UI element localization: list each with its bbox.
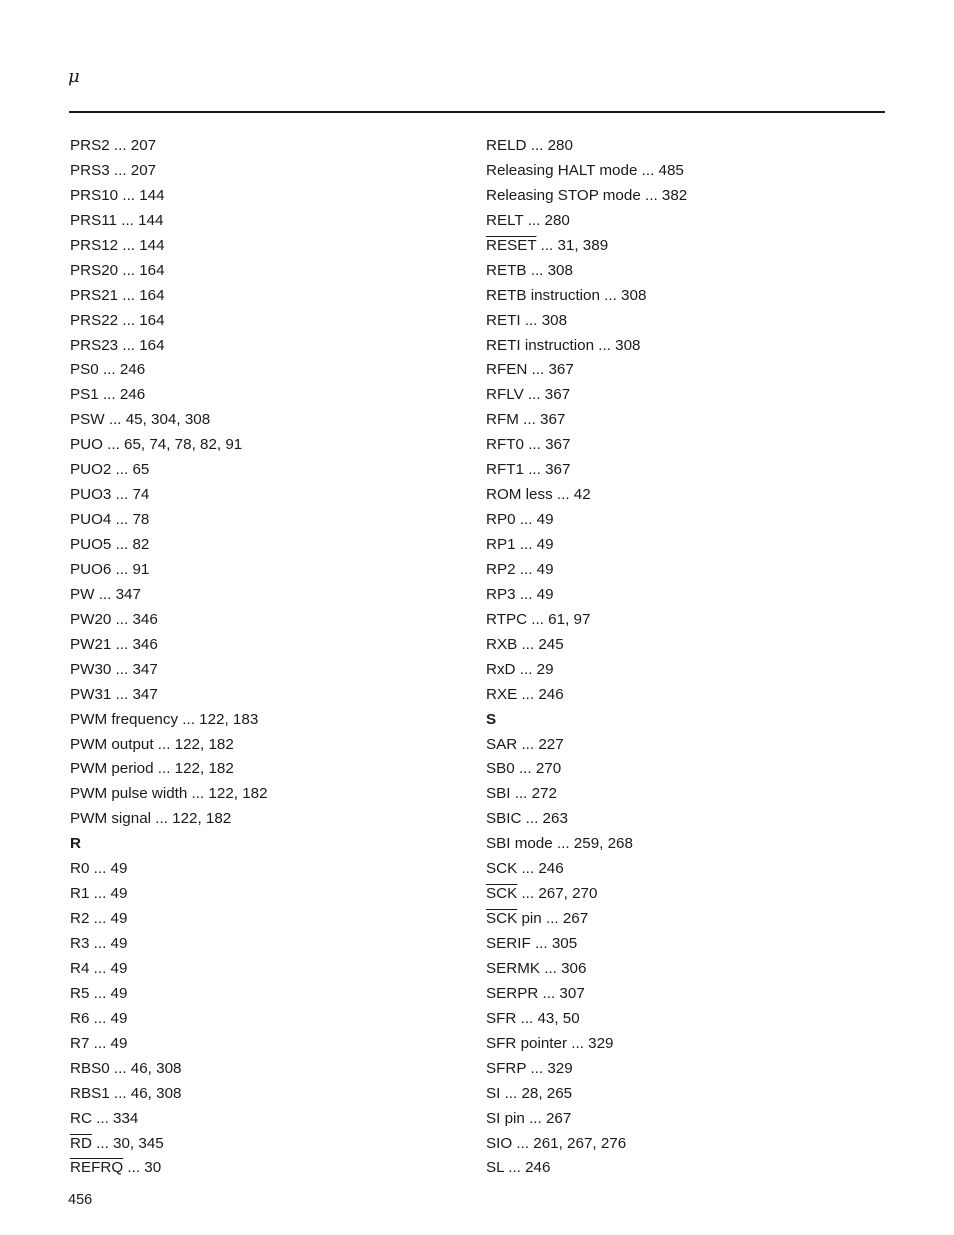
index-entry (70, 984, 268, 1009)
index-column-right (486, 136, 687, 1183)
index-page-refs: ... 329 (567, 1034, 614, 1052)
index-entry (486, 859, 687, 884)
index-term: PW (70, 585, 95, 603)
index-entry (486, 535, 687, 560)
index-term: R (70, 835, 81, 853)
index-page-refs: ... 144 (117, 211, 164, 229)
index-page-refs: ... 49 (89, 959, 128, 977)
index-entry (486, 186, 687, 211)
index-term: PW30 (70, 660, 112, 678)
index-entry (486, 585, 687, 610)
index-term: R6 (70, 1009, 90, 1027)
index-entry (70, 535, 268, 560)
index-term: PRS11 (70, 211, 117, 229)
index-entry (486, 909, 687, 934)
index-term: S (486, 710, 497, 728)
index-page-refs: ... 49 (515, 511, 554, 529)
index-term: SBI mode (486, 835, 553, 853)
index-entry (70, 136, 268, 161)
index-entry (486, 809, 687, 834)
index-entry (486, 1034, 687, 1059)
index-term: PW21 (70, 635, 112, 653)
index-page-refs: ... 30, 345 (91, 1134, 164, 1152)
index-page-refs: ... 346 (111, 610, 158, 628)
index-term: RP0 (486, 511, 516, 529)
index-entry (70, 1059, 268, 1084)
index-page-refs: ... 45, 304, 308 (104, 411, 211, 429)
index-entry (70, 809, 268, 834)
index-entry (486, 984, 687, 1009)
index-page-refs: ... 263 (521, 810, 568, 828)
index-term: PSW (70, 411, 105, 429)
index-page-refs: ... 91 (111, 560, 150, 578)
index-entry (486, 560, 687, 585)
index-entry (70, 311, 268, 336)
index-page-refs: ... 306 (540, 959, 587, 977)
index-term: R5 (70, 984, 90, 1002)
index-section-heading (70, 834, 268, 859)
index-entry (486, 735, 687, 760)
index-entry (70, 635, 268, 660)
index-term: RBS0 (70, 1059, 110, 1077)
index-page-refs: ... 272 (510, 785, 557, 803)
index-page-refs: ... 31, 389 (536, 236, 609, 254)
index-term: PS1 (70, 386, 99, 404)
index-term: REFRQ (70, 1159, 124, 1177)
index-page-refs: ... 43, 50 (516, 1009, 580, 1027)
index-term: SERMK (486, 959, 541, 977)
index-page-refs: ... 49 (89, 910, 128, 928)
index-entry (486, 660, 687, 685)
index-entry (486, 784, 687, 809)
index-entry (70, 1134, 268, 1159)
index-term: RP2 (486, 560, 516, 578)
index-term: PRS12 (70, 236, 119, 254)
index-term: PWM signal (70, 810, 152, 828)
index-entry (70, 410, 268, 435)
index-entry (486, 1109, 687, 1134)
index-term: R2 (70, 910, 90, 928)
index-term: R0 (70, 860, 90, 878)
index-page-refs: ... 78 (111, 511, 150, 529)
index-page-refs: ... 49 (515, 585, 554, 603)
header-mark: μ (68, 66, 80, 87)
index-page-refs: ... 334 (91, 1109, 139, 1127)
index-page-refs: ... 144 (118, 236, 165, 254)
index-term: Releasing HALT mode (486, 161, 638, 179)
index-page-refs: ... 122, 182 (153, 735, 234, 753)
index-section-heading (486, 710, 687, 735)
index-page-refs: ... 367 (523, 386, 571, 404)
index-entry (486, 1059, 687, 1084)
index-term: ROM less (486, 486, 553, 504)
index-page-refs: ... 207 (109, 137, 157, 154)
index-entry (70, 460, 268, 485)
index-page-refs: ... 227 (517, 735, 564, 753)
index-term: RETB (486, 261, 527, 279)
index-entry (486, 1134, 687, 1159)
index-page-refs: ... 144 (118, 186, 165, 204)
index-term: SBI (486, 785, 511, 803)
index-entry (70, 685, 268, 710)
page-number: 456 (68, 1192, 93, 1208)
index-page-refs: ... 61, 97 (527, 610, 591, 628)
index-entry (486, 236, 687, 261)
index-entry (70, 211, 268, 236)
index-entry (70, 784, 268, 809)
index-entry (486, 884, 687, 909)
index-term: PRS21 (70, 286, 119, 304)
index-page-refs: ... 329 (526, 1059, 573, 1077)
index-term: PRS10 (70, 186, 119, 204)
index-page-refs: ... 65 (111, 461, 150, 479)
index-entry (486, 410, 687, 435)
index-entry (486, 360, 687, 385)
index-term: RFEN (486, 361, 528, 379)
index-page-refs: ... 49 (89, 885, 128, 903)
index-entry (70, 1158, 268, 1183)
index-entry (486, 485, 687, 510)
index-entry (70, 1084, 268, 1109)
index-entry (486, 610, 687, 635)
index-page-refs: ... 382 (640, 186, 688, 204)
index-page-refs: ... 307 (538, 984, 585, 1002)
index-entry (70, 884, 268, 909)
index-term: RP3 (486, 585, 516, 603)
index-page-refs: ... 207 (109, 161, 157, 179)
index-entry (70, 261, 268, 286)
index-term: R3 (70, 935, 90, 952)
index-term: RXE (486, 685, 518, 703)
index-page-refs: ... 347 (111, 660, 158, 678)
index-entry (486, 336, 687, 361)
index-entry (486, 1084, 687, 1109)
index-term: SI (486, 1084, 501, 1102)
index-page-refs: ... 246 (98, 361, 146, 379)
index-page-refs: ... 164 (118, 261, 165, 279)
index-term: SI pin (486, 1109, 525, 1127)
index-page-refs: ... 261, 267, 276 (512, 1134, 627, 1152)
index-term: SCK (486, 860, 518, 878)
index-page-refs: pin ... 267 (517, 910, 589, 928)
index-term: RxD (486, 660, 516, 678)
header-rule (69, 111, 885, 113)
index-term: RXB (486, 635, 518, 653)
index-term: PS0 (70, 361, 99, 379)
index-term: PWM frequency (70, 710, 179, 728)
index-term: PRS20 (70, 261, 119, 279)
index-page-refs: ... 164 (118, 311, 165, 329)
index-term: RP1 (486, 536, 516, 553)
index-page-refs: ... 30 (123, 1159, 162, 1177)
index-entry (70, 435, 268, 460)
index-page-refs: ... 245 (517, 635, 564, 653)
index-term: PWM period (70, 760, 154, 778)
index-page-refs: ... 46, 308 (109, 1059, 182, 1077)
index-page-refs: ... 164 (118, 336, 165, 354)
index-term: R7 (70, 1034, 90, 1052)
index-term: SERPR (486, 984, 539, 1002)
index-entry (70, 560, 268, 585)
index-term: PUO6 (70, 560, 112, 578)
index-term: PUO (70, 436, 103, 454)
index-term: SERIF (486, 935, 531, 952)
index-entry (486, 311, 687, 336)
index-entry (486, 161, 687, 186)
index-entry (70, 385, 268, 410)
index-term: RETB instruction (486, 286, 600, 304)
index-entry (486, 261, 687, 286)
index-entry (70, 660, 268, 685)
index-page-refs: ... 308 (599, 286, 647, 304)
index-entry (70, 510, 268, 535)
index-term: RELT (486, 211, 524, 229)
index-term: RELD (486, 137, 527, 154)
index-entry (70, 585, 268, 610)
index-page-refs: ... 49 (89, 860, 128, 878)
index-page-refs: ... 367 (523, 436, 571, 454)
index-entry (70, 859, 268, 884)
index-page-refs: ... 29 (515, 660, 554, 678)
index-page-refs: ... 122, 183 (178, 710, 259, 728)
index-page-refs: ... 308 (526, 261, 573, 279)
index-page-refs: ... 347 (111, 685, 158, 703)
index-page-refs: ... 367 (527, 361, 574, 379)
index-term: SBIC (486, 810, 522, 828)
index-page-refs: ... 246 (517, 685, 564, 703)
index-page-refs: ... 308 (594, 336, 641, 354)
index-page-refs: ... 246 (504, 1159, 551, 1177)
index-column-left (70, 136, 268, 1183)
index-term: $\overline{SCK}$ (486, 910, 518, 928)
index-entry (70, 735, 268, 760)
index-entry (70, 959, 268, 984)
index-page-refs: ... 42 (552, 486, 591, 504)
index-term: RFLV (486, 386, 524, 404)
index-term: SFR (486, 1009, 517, 1027)
index-entry (486, 959, 687, 984)
index-term: PRS2 (70, 137, 110, 154)
index-page-refs: ... 49 (515, 536, 554, 553)
index-entry (486, 211, 687, 236)
index-page-refs: ... 367 (523, 461, 571, 479)
index-term: RC (70, 1109, 92, 1127)
index-term: SL (486, 1159, 505, 1177)
index-page-refs: ... 485 (637, 161, 684, 179)
index-term: PUO2 (70, 461, 112, 479)
index-entry (486, 460, 687, 485)
index-entry (486, 286, 687, 311)
index-page-refs: ... 280 (523, 211, 570, 229)
index-entry (486, 834, 687, 859)
index-page-refs: ... 122, 182 (187, 785, 268, 803)
index-page-refs: ... 122, 182 (151, 810, 232, 828)
index-page-refs: ... 246 (517, 860, 564, 878)
index-page-refs: ... 305 (530, 935, 578, 952)
index-term: RESET (486, 236, 537, 254)
index-entry (70, 485, 268, 510)
index-term: Releasing STOP mode (486, 186, 641, 204)
index-term: RETI (486, 311, 521, 329)
index-term: RBS1 (70, 1084, 110, 1102)
index-entry (70, 1034, 268, 1059)
index-term: PUO4 (70, 511, 112, 529)
index-term: SB0 (486, 760, 515, 778)
index-entry (486, 1009, 687, 1034)
index-entry (70, 186, 268, 211)
index-term: SFR pointer (486, 1034, 568, 1052)
index-term: $\overline{RD}$ (70, 1134, 92, 1152)
index-entry (486, 385, 687, 410)
index-entry (70, 236, 268, 261)
index-page-refs: ... 259, 268 (552, 835, 633, 853)
index-page-refs: ... 267, 270 (517, 885, 598, 903)
index-page-refs: ... 164 (118, 286, 165, 304)
index-page-refs: ... 49 (515, 560, 554, 578)
index-entry (70, 360, 268, 385)
index-page-refs: ... 49 (89, 935, 128, 952)
index-page-refs: ... 122, 182 (153, 760, 234, 778)
index-page-refs: ... 49 (89, 1009, 128, 1027)
index-term: PWM output (70, 735, 154, 753)
index-term: RFT0 (486, 436, 524, 454)
index-page-refs: ... 308 (520, 311, 568, 329)
index-entry (70, 759, 268, 784)
index-term: PW31 (70, 685, 112, 703)
index-entry (486, 685, 687, 710)
index-term: SAR (486, 735, 518, 753)
index-page-refs: ... 346 (111, 635, 158, 653)
index-entry (70, 161, 268, 186)
index-entry (70, 909, 268, 934)
index-entry (70, 1009, 268, 1034)
index-page-refs: ... 49 (89, 984, 128, 1002)
index-entry (486, 435, 687, 460)
index-entry (486, 759, 687, 784)
index-page-refs: ... 367 (518, 411, 566, 429)
index-page-refs: ... 270 (514, 760, 562, 778)
index-term: PWM pulse width (70, 785, 188, 803)
index-page-refs: ... 246 (98, 386, 146, 404)
index-page-refs: ... 280 (526, 137, 573, 154)
index-entry (70, 934, 268, 959)
index-term: RTPC (486, 610, 528, 628)
index-page-refs: ... 82 (111, 536, 150, 553)
index-entry (70, 336, 268, 361)
index-term: SFRP (486, 1059, 527, 1077)
index-term: RFT1 (486, 461, 524, 479)
index-page-refs: ... 74 (111, 486, 150, 504)
index-term: PW20 (70, 610, 112, 628)
index-term: RFM (486, 411, 519, 429)
index-term: R1 (70, 885, 90, 903)
index-entry (486, 1158, 687, 1183)
index-entry (70, 1109, 268, 1134)
index-term: PUO5 (70, 536, 112, 553)
index-term: PRS3 (70, 161, 110, 179)
index-term: PRS23 (70, 336, 119, 354)
index-entry (70, 610, 268, 635)
index-entry (70, 710, 268, 735)
index-term: RETI instruction (486, 336, 595, 354)
index-term: PUO3 (70, 486, 112, 504)
index-entry (486, 136, 687, 161)
index-term: SIO (486, 1134, 513, 1152)
index-page-refs: ... 46, 308 (109, 1084, 182, 1102)
index-page-refs: ... 49 (89, 1034, 128, 1052)
index-page-refs: ... 267 (524, 1109, 572, 1127)
index-term: $\overline{SCK}$ (486, 885, 518, 903)
index-entry (70, 286, 268, 311)
index-entry (486, 934, 687, 959)
index-term: PRS22 (70, 311, 119, 329)
index-page-refs: ... 28, 265 (500, 1084, 573, 1102)
index-page-refs: ... 347 (94, 585, 141, 603)
index-entry (486, 635, 687, 660)
index-page-refs: ... 65, 74, 78, 82, 91 (102, 436, 243, 454)
index-term: R4 (70, 959, 90, 977)
index-entry (486, 510, 687, 535)
